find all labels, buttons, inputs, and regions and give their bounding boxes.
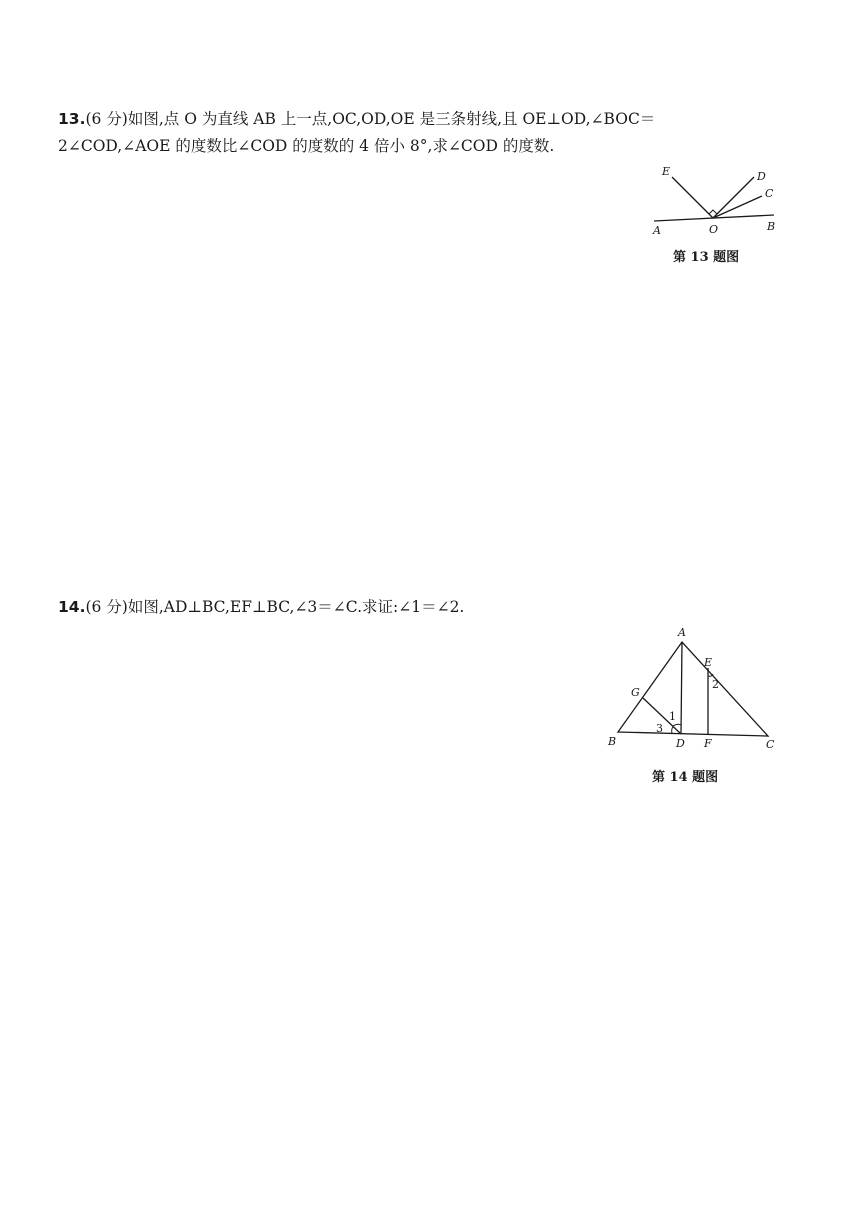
angle-1-arc xyxy=(673,724,681,726)
ray-oc xyxy=(713,196,762,218)
label-b: B xyxy=(608,735,617,748)
label-a: A xyxy=(653,224,661,237)
label-e: E xyxy=(662,165,671,178)
figure-14 xyxy=(600,622,790,754)
problem-13 xyxy=(58,106,818,160)
label-c: C xyxy=(765,187,774,200)
angle-1-label: 1 xyxy=(669,710,676,723)
right-angle-mark xyxy=(709,210,717,214)
figure-13 xyxy=(640,158,790,242)
label-e: E xyxy=(704,656,713,669)
label-g: G xyxy=(631,686,640,699)
problem-14-line-1 xyxy=(58,594,818,621)
triangle-abc xyxy=(618,642,768,736)
figure-14-caption: 第 14 题图 xyxy=(652,770,719,785)
problem-13-text-1: (6 分)如图,点 O 为直线 AB 上一点,OC,OD,OE 是三条射线,且 OE⊥OD,∠BOC＝ xyxy=(85,110,656,128)
label-d: D xyxy=(676,737,685,750)
label-b: B xyxy=(767,220,776,233)
problem-14-number: 14. xyxy=(58,598,86,616)
problem-13-text-2: 2∠COD,∠AOE 的度数比∠COD 的度数的 4 倍小 8°,求∠COD 的度数. xyxy=(58,137,555,155)
ray-od xyxy=(713,177,754,218)
label-f: F xyxy=(704,737,712,750)
label-a: A xyxy=(678,626,686,639)
problem-14 xyxy=(58,594,818,621)
segment-ad xyxy=(681,642,682,734)
label-o: O xyxy=(709,223,719,236)
angle-3-label: 3 xyxy=(656,722,663,735)
ray-oe xyxy=(672,177,713,218)
angle-2-label: 2 xyxy=(712,678,719,691)
problem-14-text-1: (6 分)如图,AD⊥BC,EF⊥BC,∠3＝∠C.求证:∠1＝∠2. xyxy=(85,598,465,616)
problem-13-line-1 xyxy=(58,106,818,133)
label-d: D xyxy=(757,170,766,183)
figure-13-caption: 第 13 题图 xyxy=(673,250,740,265)
label-c: C xyxy=(766,738,775,751)
problem-13-number: 13. xyxy=(58,110,86,128)
